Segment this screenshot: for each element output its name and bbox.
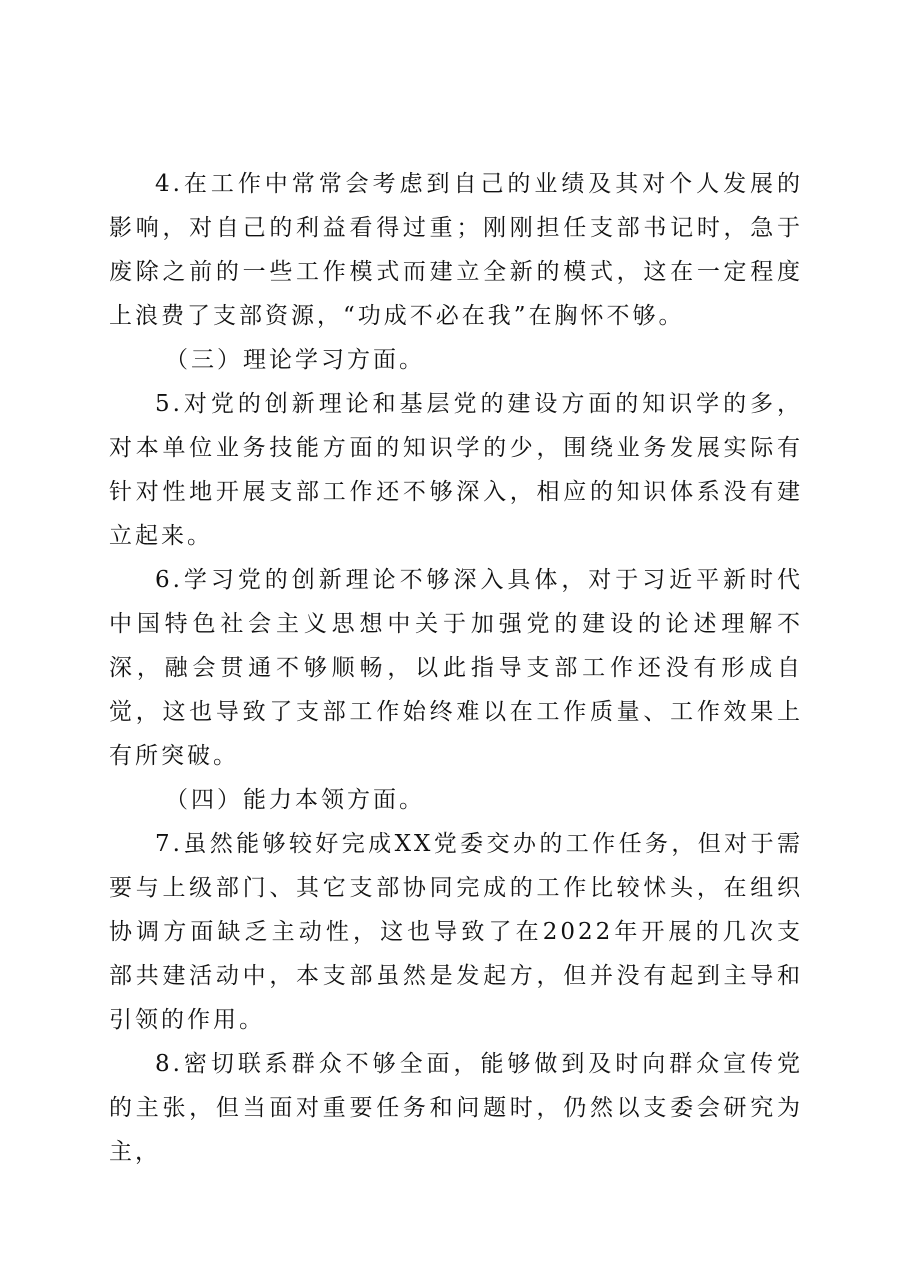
document-body — [109, 162, 803, 1174]
section-heading-theory-study: （三）理论学习方面。 — [165, 347, 425, 373]
paragraph-4: 4.在工作中常常会考虑到自己的业绩及其对个人发展的影响，对自己的利益看得过重；刚刚担任支部书记时，急于废除之前的一些工作模式而建立全新的模式，这在一定程度上浪费了支部资源，“功成不必在我”在胸怀不够。 — [109, 171, 803, 329]
paragraph-6: 6.学习党的创新理论不够深入具体，对于习近平新时代中国特色社会主义思想中关于加强党的建设的论述理解不深，融会贯通不够顺畅，以此指导支部工作还没有形成自觉，这也导致了支部工作始终难以在工作质量、工作效果上有所突破。 — [109, 567, 803, 769]
paragraph-8: 8.密切联系群众不够全面，能够做到及时向群众宣传党的主张，但当面对重要任务和问题时，仍然以支委会研究为主， — [109, 1051, 803, 1165]
paragraph-7: 7.虽然能够较好完成XX党委交办的工作任务，但对于需要与上级部门、其它支部协同完成的工作比较怵头，在组织协调方面缺乏主动性，这也导致了在2022年开展的几次支部共建活动中，本支部虽然是发起方，但并没有起到主导和引领的作用。 — [109, 831, 803, 1033]
paragraph-5: 5.对党的创新理论和基层党的建设方面的知识学的多，对本单位业务技能方面的知识学的少，围绕业务发展实际有针对性地开展支部工作还不够深入，相应的知识体系没有建立起来。 — [109, 391, 803, 549]
section-heading-ability: （四）能力本领方面。 — [165, 787, 425, 813]
